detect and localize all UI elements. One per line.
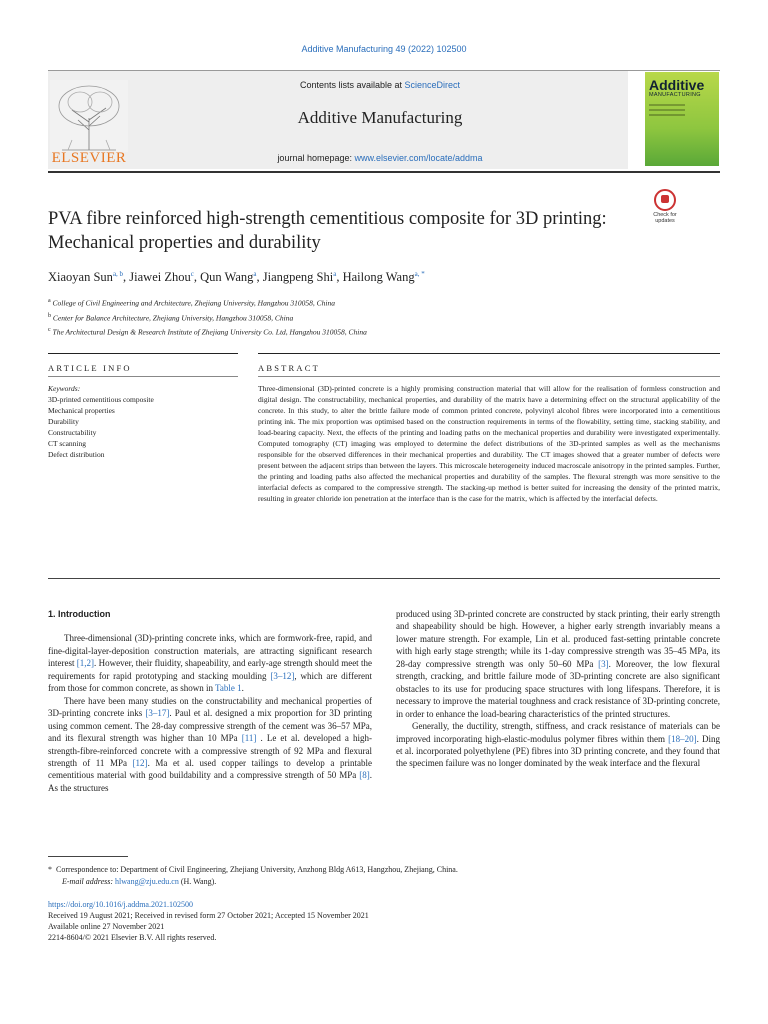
author-affil-link[interactable]: a, b [112,270,124,278]
header-bottom-rule [48,171,720,173]
journal-name: Additive Manufacturing [297,108,463,127]
abstract-text: Three-dimensional (3D)-printed concrete is a highly promising construction material that will allow for the realisation of formless construction and digital design. The constructability, mechanical properties, and durability of the matrix have a determining effect on the structural applicability of the concrete. In this study, to alter the brittle failure mode of common printed concrete, polyvinyl alcohol fibres were incorporated into a cementitious printing ink. The mix proportion was optimised based on the construction requirements in terms of the flowability, setting time, stacking stability, and load-bearing capacity. Next, the effects of the printing and loading paths on the mechanical properties and durability were investigated experimentally. Computed tomography (CT) imaging was employed to determine the defect distributions of the 3D-printed samples as well as the mechanisms responsible for the observed differences in their mechanical properties and durability. The CT images showed that a greater number of defects were present between the adjacent strips than between the layers. This microscale heterogeneity induced macroscale anisotropy in the printed samples. Further, the printing and loading paths also affected the mechanical properties and durability of the samples. The flexural strength was more sensitive to the interfacial defects as compared to the compressive strength. The stacking-up method is better suited for increasing the density of the printed matrix, resulting in greater chloride ion penetration at the interface than is the case for the matrix, which is affected by the interfacial defects. [258,384,720,504]
article-metadata [48,899,720,943]
citation-link[interactable]: [3–12] [270,670,295,681]
paragraph: There have been many studies on the constructability and mechanical properties of 3D-printing concrete inks [3–17]. Paul et al. designed a mix proportion for 3D printing using common cement. The 28-day compressive strength of the cement was 36–57 MPa, and its flexural strength was higher than 10 MPa [11] . Le et al. developed a high-strength-fibre-reinforced concrete with a compressive strength of 92 MPa and flexural strength of 11 MPa [12]. Ma et al. used copper tailings to develop a printable cementitious material with good buildability and a compressive strength of 50 MPa [8]. As the structures [48,695,372,793]
abstract-heading: ABSTRACT [258,363,320,373]
article-info-rule [48,353,238,354]
author: Xiaoyan Sun [48,270,113,285]
copyright: 2214-8604/© 2021 Elsevier B.V. All rights reserved. [48,933,217,942]
keyword: Defect distribution [48,450,105,459]
author-affil-link[interactable]: c [190,270,194,278]
citation-link[interactable]: [18–20] [668,733,697,744]
check-updates-icon [654,189,676,211]
author: Jiawei Zhou [129,270,191,285]
affiliation-item: $^b$ Center for Balance Architecture, Zhejiang University, Hangzhou 310058, China [48,312,294,322]
article-info-subrule [48,376,238,377]
cover-decoration [649,104,715,116]
keyword: Mechanical properties [48,406,115,415]
affiliation-item: $^a$ College of Civil Engineering and Architecture, Zhejiang University, Hangzhou 310058, China [48,298,335,308]
elsevier-wordmark: ELSEVIER [51,150,127,166]
tree-icon [50,80,128,152]
right-column [396,608,720,770]
affiliation-item: $^c$ The Architectural Design & Research Institute of Zhejiang University Co. Ltd, Hangzhou 310058, China [48,327,367,337]
contents-line: Contents lists available at ScienceDirect [299,80,461,90]
author-list: Xiaoyan Sun$^{a, b}$, Jiawei Zhou$^c$, Qun Wang$^a$, Jiangpeng Shi$^a$, Hailong Wang$^{a, *}$ [48,270,425,285]
keywords-label: Keywords: [48,384,81,393]
paragraph: Generally, the ductility, strength, stiffness, and crack resistance of materials can be improved incorporating high-elastic-modulus polymer fibres within them [18–20]. Ding et al. incorporated polyethylene (PE) fibres into 3D printing concrete, and they found that the specimen failure was no longer dominated by the weak interface and the flexural [396,721,721,769]
online-date: Available online 27 November 2021 [48,922,165,931]
abstract-end-rule [48,578,720,579]
citation-link[interactable]: [3] [598,658,609,669]
paragraph: Three-dimensional (3D)-printing concrete inks, which are formwork-free, rapid, and fine-digital-layer-deposition construction materials, are attracting significant research interest [1,2]. However, their fluidity, shapeability, and early-age strength should meet the requirements for rapid prototyping and stacking moulding [3–12], which are different from those for common concrete, as shown in Table 1. [48,633,372,694]
homepage-link[interactable]: www.elsevier.com/locate/addma [354,153,483,163]
citation-link[interactable]: [3–17] [145,708,170,719]
keyword: Constructability [48,428,97,437]
keywords-block [48,383,238,460]
keyword: Durability [48,417,79,426]
author-affil-link[interactable]: a [253,270,257,278]
table-link[interactable]: Table 1 [215,683,242,694]
footnote-star: * [48,865,52,874]
cover-title: Additive [649,77,705,93]
paragraph: produced using 3D-printed concrete are constructed by stack printing, their early strength and shapeability should be high. However, a higher early strength invariably means a lower mature strength. For example, Lin et al. produced fast-setting printable concrete with high early stage strength; while its 1-day compressive strength was 35–45 MPa, its 28-day compressive strength was only 50–60 MPa [3]. Moreover, the low flexural strength, cracking, and brittle failure mode of 3D-printing concrete are also significant obstacles to its use for producing space structures with long lifespans. Therefore, it is necessary to improve the material toughness and crack resistance of 3D-printing concrete, in order to enhance the load-bearing characteristics of the printed structures. [396,609,720,719]
footnote-rule [48,856,128,857]
author: Jiangpeng Shi [262,270,334,285]
affiliations [48,295,367,339]
paper-title: PVA fibre reinforced high-strength cementitious composite for 3D printing: Mechanical properties and durability [48,209,607,253]
elsevier-logo[interactable] [50,80,128,166]
citation-link[interactable]: [11] [241,733,257,744]
sciencedirect-link[interactable]: ScienceDirect [404,80,461,90]
correspondence-footnote: * Correspondence to: Department of Civil Engineering, Zhejiang University, Anzhong Bldg A613, Hangzhou, Zhejiang, China. E-mail address: hlwang@zju.edu.cn (H. Wang). [48,865,458,886]
doi-link[interactable]: https://doi.org/10.1016/j.addma.2021.102500 [48,900,193,909]
keyword: 3D-printed cementitious composite [48,395,154,404]
email-link[interactable]: hlwang@zju.edu.cn [115,877,179,886]
citation-link[interactable]: [12] [132,757,148,768]
left-column [48,608,372,794]
abstract-subrule [258,376,720,377]
author-affil-link[interactable]: a [333,270,337,278]
citation-link[interactable]: [1,2] [76,658,95,669]
author: Qun Wang [200,270,254,285]
article-info-heading: ARTICLE INFO [48,363,132,373]
cover-subtitle: MANUFACTURING [649,92,701,98]
check-for-updates-button[interactable]: Check for updates [645,189,685,229]
section-heading: 1. Introduction [48,609,111,619]
keyword: CT scanning [48,439,86,448]
journal-reference[interactable]: Additive Manufacturing 49 (2022) 102500 [301,44,467,54]
author: Hailong Wang [342,270,415,285]
received-dates: Received 19 August 2021; Received in revised form 27 October 2021; Accepted 15 November 2021 [48,911,369,920]
abstract-rule [258,353,720,354]
citation-link[interactable]: [8] [359,770,370,781]
author-affil-link[interactable]: a, * [414,270,425,278]
journal-homepage: journal homepage: www.elsevier.com/locate/addma [277,153,483,163]
journal-cover[interactable] [645,72,719,166]
